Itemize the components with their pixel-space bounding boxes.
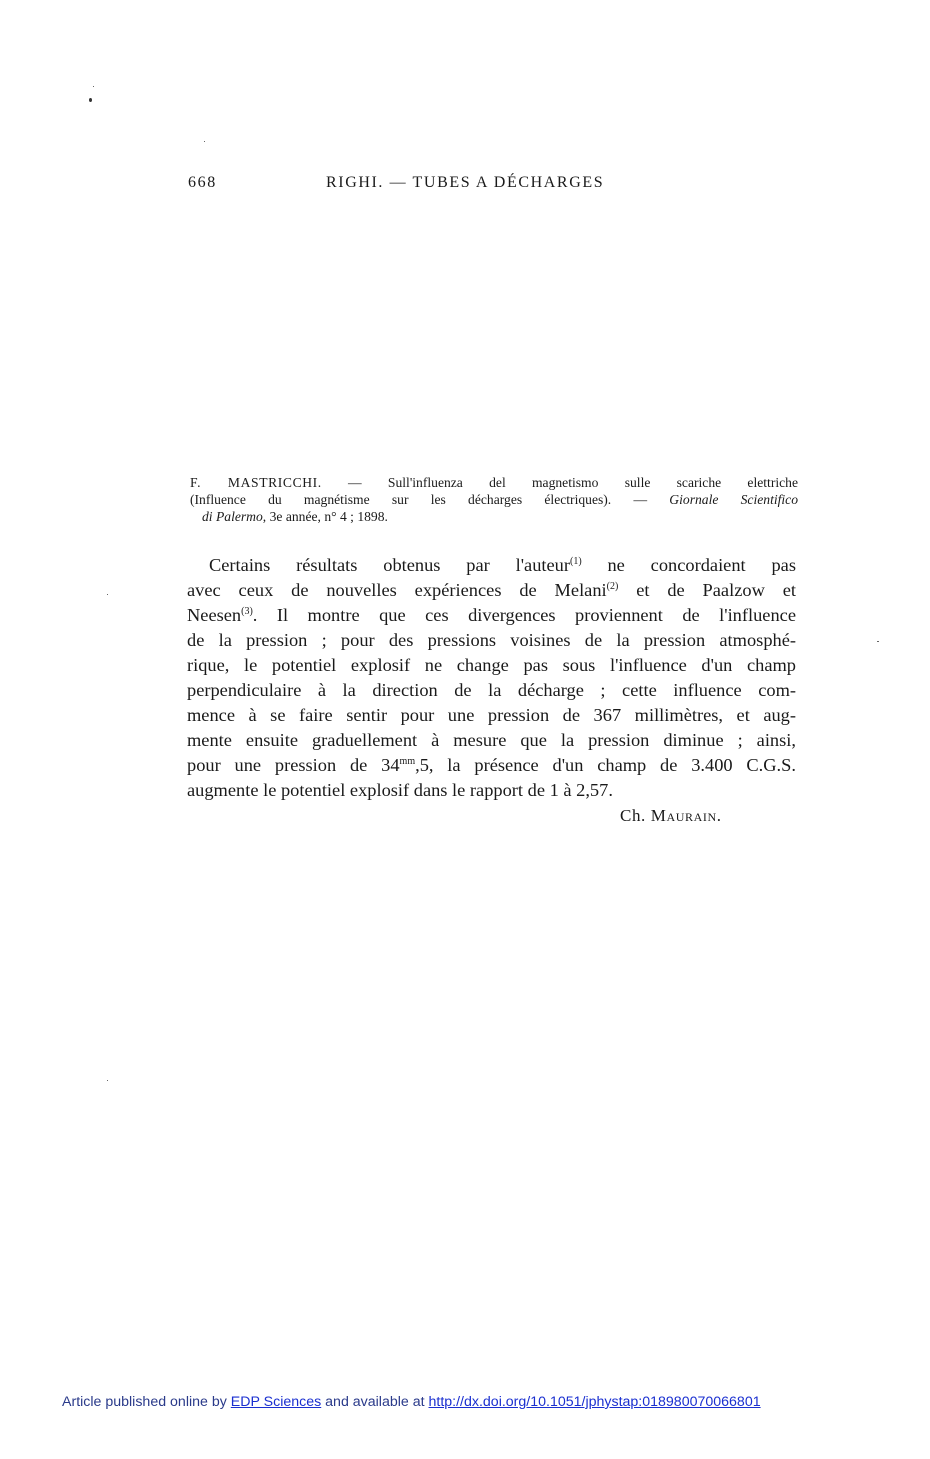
citation-line [190, 508, 798, 525]
unit-superscript: mm [399, 756, 416, 767]
signature-name: Maurain. [650, 806, 722, 825]
scan-speck [877, 641, 879, 642]
publication-footer [62, 1394, 761, 1410]
scan-speck [93, 86, 94, 87]
citation-journal-city: di Palermo [202, 509, 263, 524]
abstract-body [187, 553, 796, 803]
citation-title-french: (Influence du magnétisme sur les décharges électriques). — [190, 492, 670, 507]
scan-speck [89, 98, 92, 102]
footnote-ref: (3) [241, 606, 253, 617]
footnote-ref: (1) [569, 556, 582, 567]
doi-link[interactable]: http://dx.doi.org/10.1051/jphystap:018980070066801 [428, 1394, 761, 1410]
citation-line [190, 491, 798, 508]
body-line: augmente le potentiel explosif dans le rapport de 1 à 2,57. [187, 780, 613, 800]
citation-block [190, 474, 798, 525]
body-line: mence à se faire sentir pour une pression de 367 millimètres, et aug- [187, 705, 796, 725]
body-line: de la pression ; pour des pressions voisines de la pression atmosphé- [187, 630, 796, 650]
footnote-ref: (2) [606, 581, 619, 592]
citation-line [190, 474, 798, 491]
body-line: rique, le potentiel explosif ne change pas sous l'influence d'un champ [187, 655, 796, 675]
citation-title-italian: — Sull'influenza del magnetismo sulle scariche elettriche [321, 475, 798, 490]
body-line: mente ensuite graduellement à mesure que la pression diminue ; ainsi, [187, 730, 796, 750]
signature-prefix: Ch. [620, 806, 651, 825]
scan-speck [204, 141, 205, 142]
citation-author: F. MASTRICCHI. [190, 475, 322, 490]
footer-text: and available at [321, 1394, 429, 1410]
body-line: Certains résultats obtenus par l'auteur$^{(1)}$ ne concordaient pas [209, 555, 797, 575]
scan-speck [107, 1080, 108, 1081]
body-line: perpendiculaire à la direction de la décharge ; cette influence com- [187, 680, 796, 700]
body-line: pour une pression de $34^{mm},5$, la présence d'un champ de 3.400 C.G.S. [187, 755, 796, 775]
running-head [0, 174, 930, 196]
running-title: RIGHI. — TUBES A DÉCHARGES [326, 174, 605, 191]
publisher-link[interactable]: EDP Sciences [230, 1394, 322, 1410]
citation-issue: , 3e année, n° 4 ; 1898. [262, 509, 388, 524]
body-line: Neesen$^{(3)}$. Il montre que ces divergences proviennent de l'influence [187, 605, 796, 625]
scan-speck [107, 594, 108, 595]
footer-text: Article published online by [62, 1394, 231, 1410]
signature [620, 806, 722, 826]
body-line: avec ceux de nouvelles expériences de Melani$^{(2)}$ et de Paalzow et [187, 580, 796, 600]
page-number: 668 [188, 174, 217, 191]
citation-journal: Giornale Scientifico [669, 492, 799, 507]
